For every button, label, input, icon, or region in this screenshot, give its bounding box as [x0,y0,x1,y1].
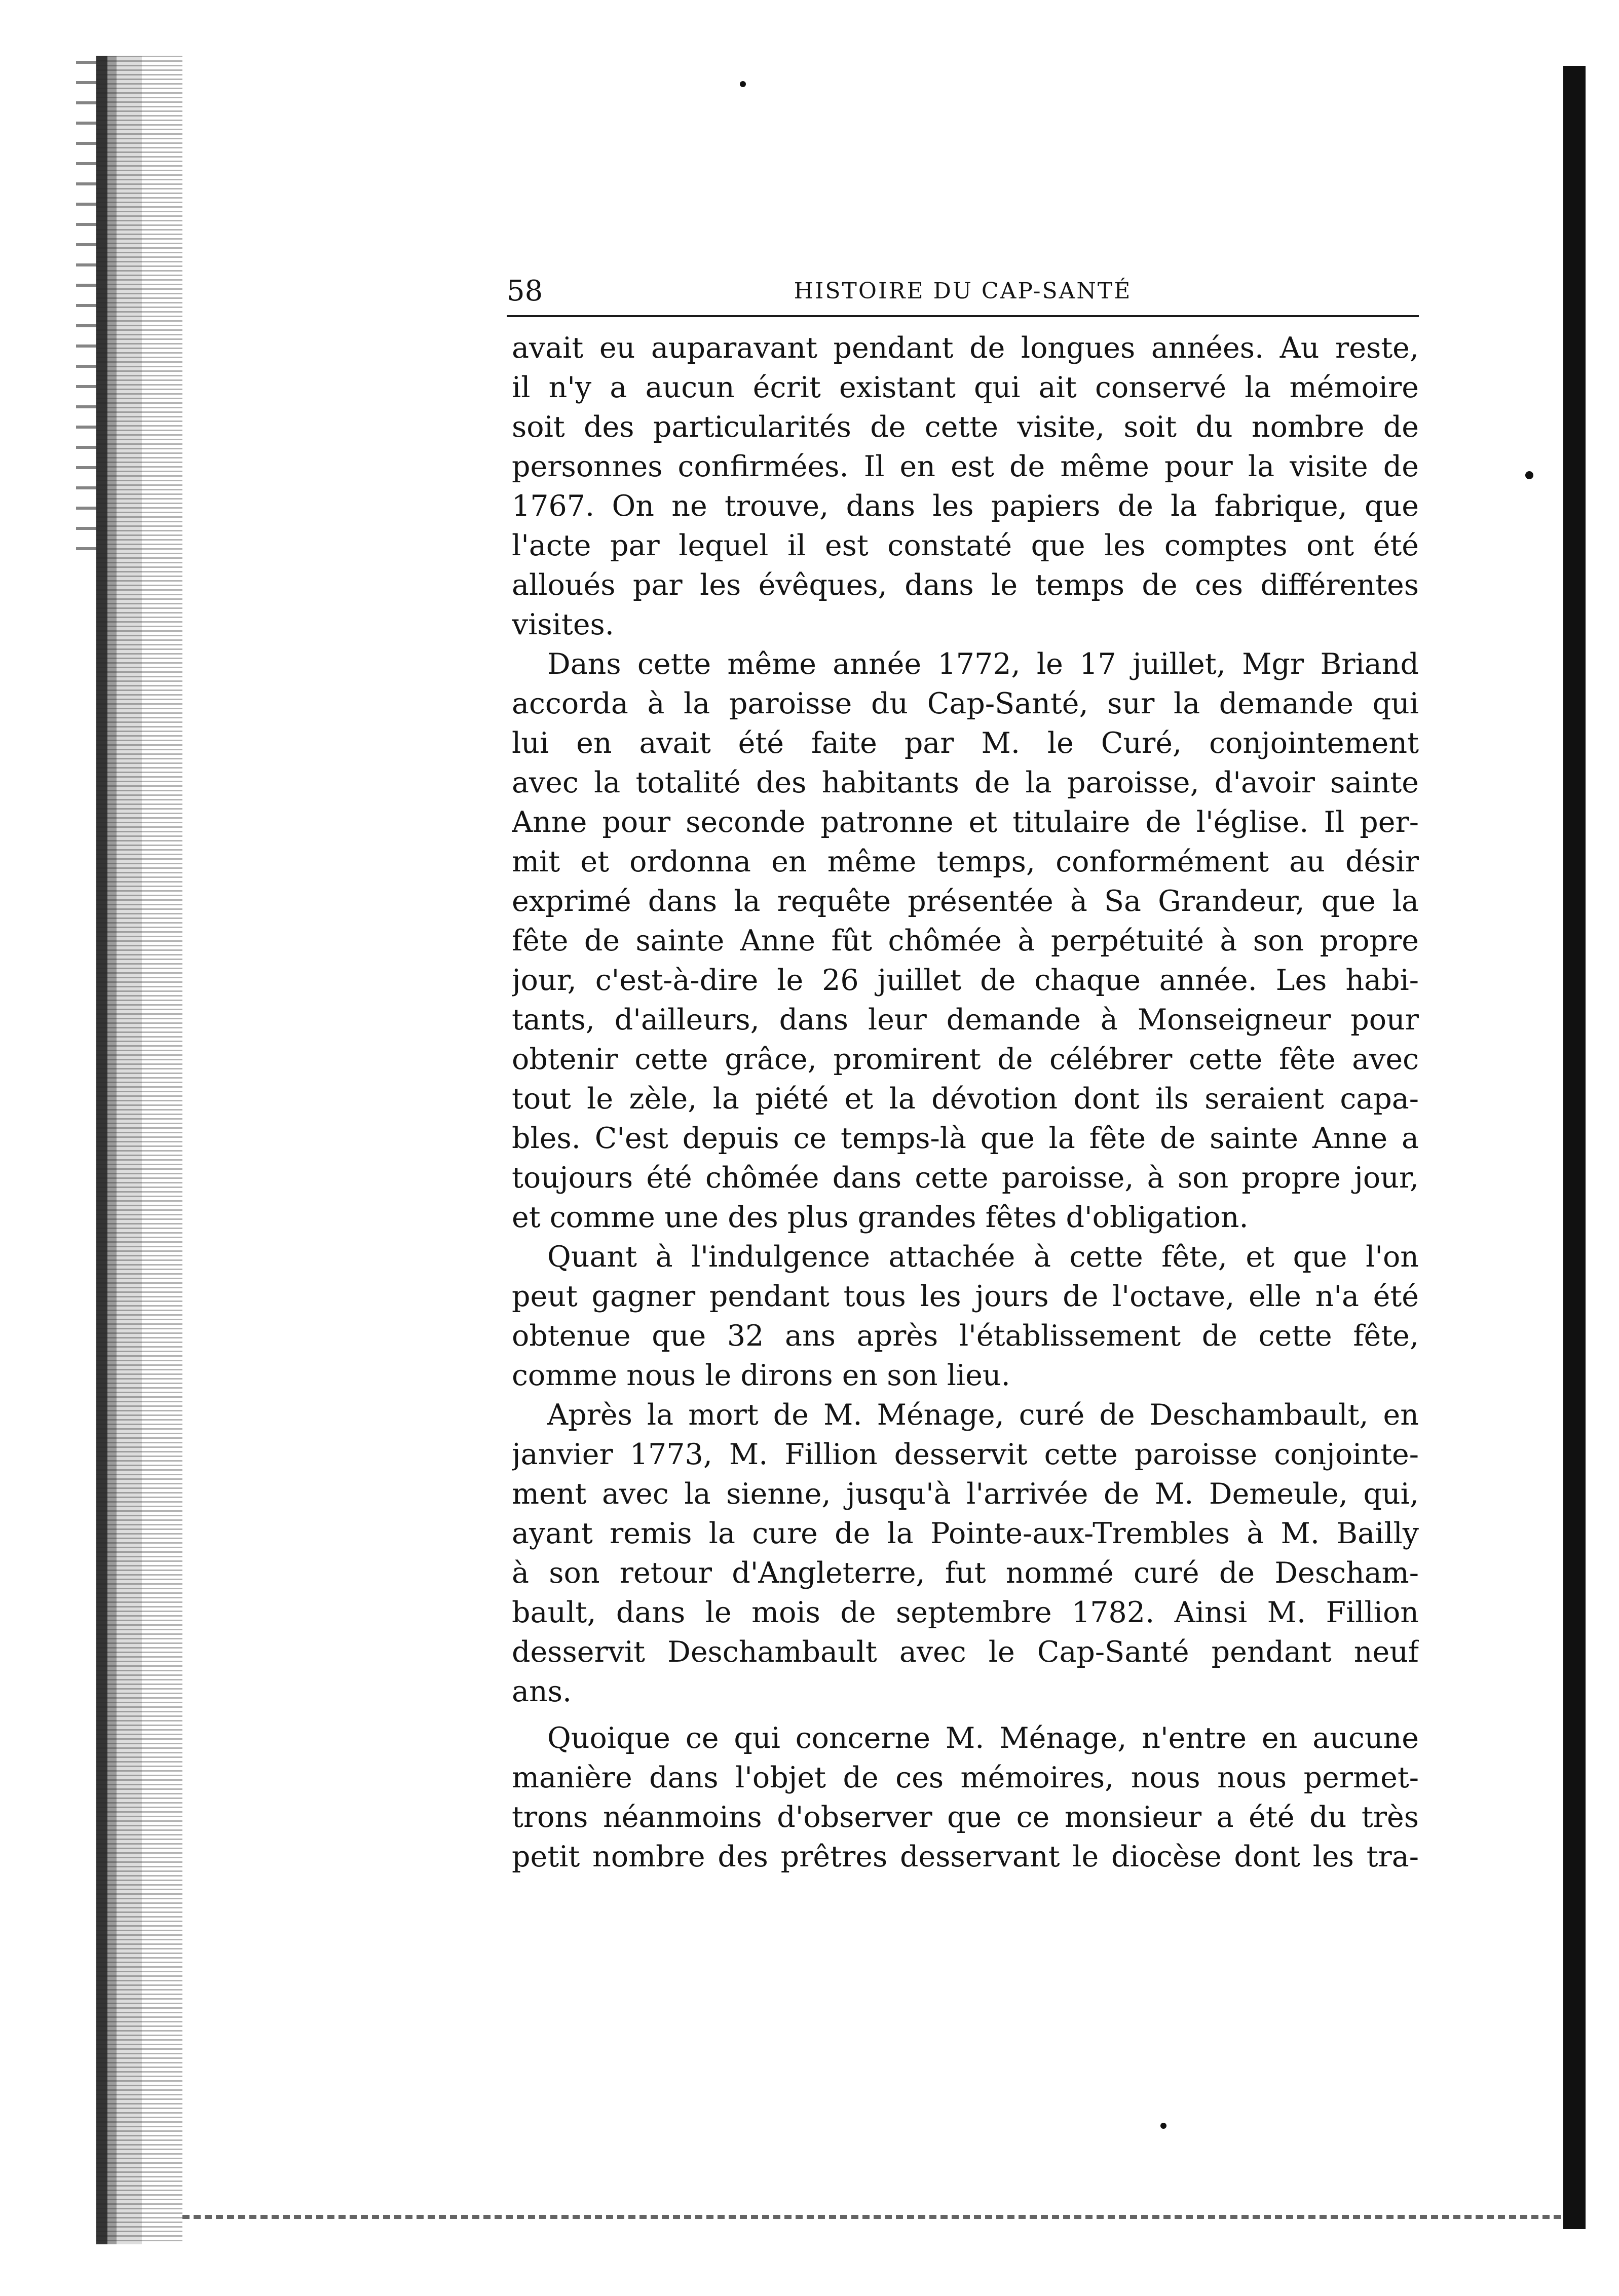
body-text [512,328,1419,1877]
running-head [507,274,1419,314]
text-line: accorda à la paroisse du Cap-Santé, sur la demande qui [512,687,1419,720]
paragraph [512,1237,1419,1395]
scan-speck [1160,2123,1166,2129]
text-line: 1767. On ne trouve, dans les papiers de la fabrique, que [512,489,1419,523]
text-line: et comme une des plus grandes fêtes d'obligation. [512,1201,1249,1234]
text-line: ment avec la sienne, jusqu'à l'arrivée de M. Demeule, qui, [512,1477,1419,1511]
text-line: avec la totalité des habitants de la paroisse, d'avoir sainte [512,766,1419,799]
text-line: peut gagner pendant tous les jours de l'octave, elle n'a été [512,1280,1419,1313]
text-line: ayant remis la cure de la Pointe-aux-Trembles à M. Bailly [512,1517,1419,1550]
text-line: l'acte par lequel il est constaté que les comptes ont été [512,529,1419,562]
text-line: alloués par les évêques, dans le temps de ces différentes [512,568,1419,602]
header-rule [507,315,1419,317]
text-line: jour, c'est-à-dire le 26 juillet de chaque année. Les habi- [512,964,1419,997]
text-line: avait eu auparavant pendant de longues années. Au reste, [512,331,1419,365]
paragraph [512,1718,1419,1877]
text-line: il n'y a aucun écrit existant qui ait conservé la mémoire [512,371,1419,404]
text-line: toujours été chômée dans cette paroisse, à son propre jour, [512,1161,1419,1195]
text-line: Après la mort de M. Ménage, curé de Deschambault, en [547,1398,1419,1432]
text-line: visites. [512,608,614,641]
text-line: trons néanmoins d'observer que ce monsieur a été du très [512,1801,1419,1834]
scan-speck [740,81,746,87]
scan-binding-shadow [96,56,182,2244]
text-line: Quoique ce qui concerne M. Ménage, n'entre en aucune [547,1721,1419,1755]
paragraph [512,328,1419,644]
text-line: mit et ordonna en même temps, conformément au désir [512,845,1419,878]
page-number: 58 [507,275,543,308]
text-line: janvier 1773, M. Fillion desservit cette paroisse conjointe- [512,1438,1419,1471]
text-line: Anne pour seconde patronne et titulaire de l'église. Il per- [512,806,1419,839]
text-line: tants, d'ailleurs, dans leur demande à Monseigneur pour [512,1003,1419,1037]
text-line: petit nombre des prêtres desservant le diocèse dont les tra- [512,1840,1419,1873]
text-line: à son retour d'Angleterre, fut nommé curé de Descham- [512,1556,1419,1590]
paragraph [512,644,1419,1237]
paragraph [512,1395,1419,1711]
paragraph-gap [512,1711,1419,1718]
text-line: tout le zèle, la piété et la dévotion dont ils seraient capa- [512,1082,1419,1116]
text-line: personnes confirmées. Il en est de même pour la visite de [512,450,1419,483]
text-line: Dans cette même année 1772, le 17 juillet, Mgr Briand [547,647,1419,681]
text-line: comme nous le dirons en son lieu. [512,1359,1010,1392]
text-line: Quant à l'indulgence attachée à cette fête, et que l'on [547,1240,1419,1274]
text-line: obtenir cette grâce, promirent de célébrer cette fête avec [512,1043,1419,1076]
text-line: manière dans l'objet de ces mémoires, nous nous permet- [512,1761,1419,1794]
text-line: exprimé dans la requête présentée à Sa Grandeur, que la [512,885,1419,918]
scan-page-edge [1563,66,1586,2229]
text-line: soit des particularités de cette visite, soit du nombre de [512,410,1419,444]
text-line: fête de sainte Anne fût chômée à perpétuité à son propre [512,924,1419,958]
scan-bottom-edge [182,2215,1561,2219]
scan-binding-marks [76,61,106,567]
scan-speck [1525,471,1533,479]
text-line: lui en avait été faite par M. le Curé, conjointement [512,726,1419,760]
text-line: desservit Deschambault avec le Cap-Santé pendant neuf [512,1635,1419,1669]
running-title: HISTOIRE DU CAP-SANTÉ [794,278,1132,304]
text-line: obtenue que 32 ans après l'établissement de cette fête, [512,1319,1419,1353]
text-line: bles. C'est depuis ce temps-là que la fête de sainte Anne a [512,1122,1419,1155]
text-line: ans. [512,1675,572,1708]
text-line: bault, dans le mois de septembre 1782. Ainsi M. Fillion [512,1596,1419,1629]
